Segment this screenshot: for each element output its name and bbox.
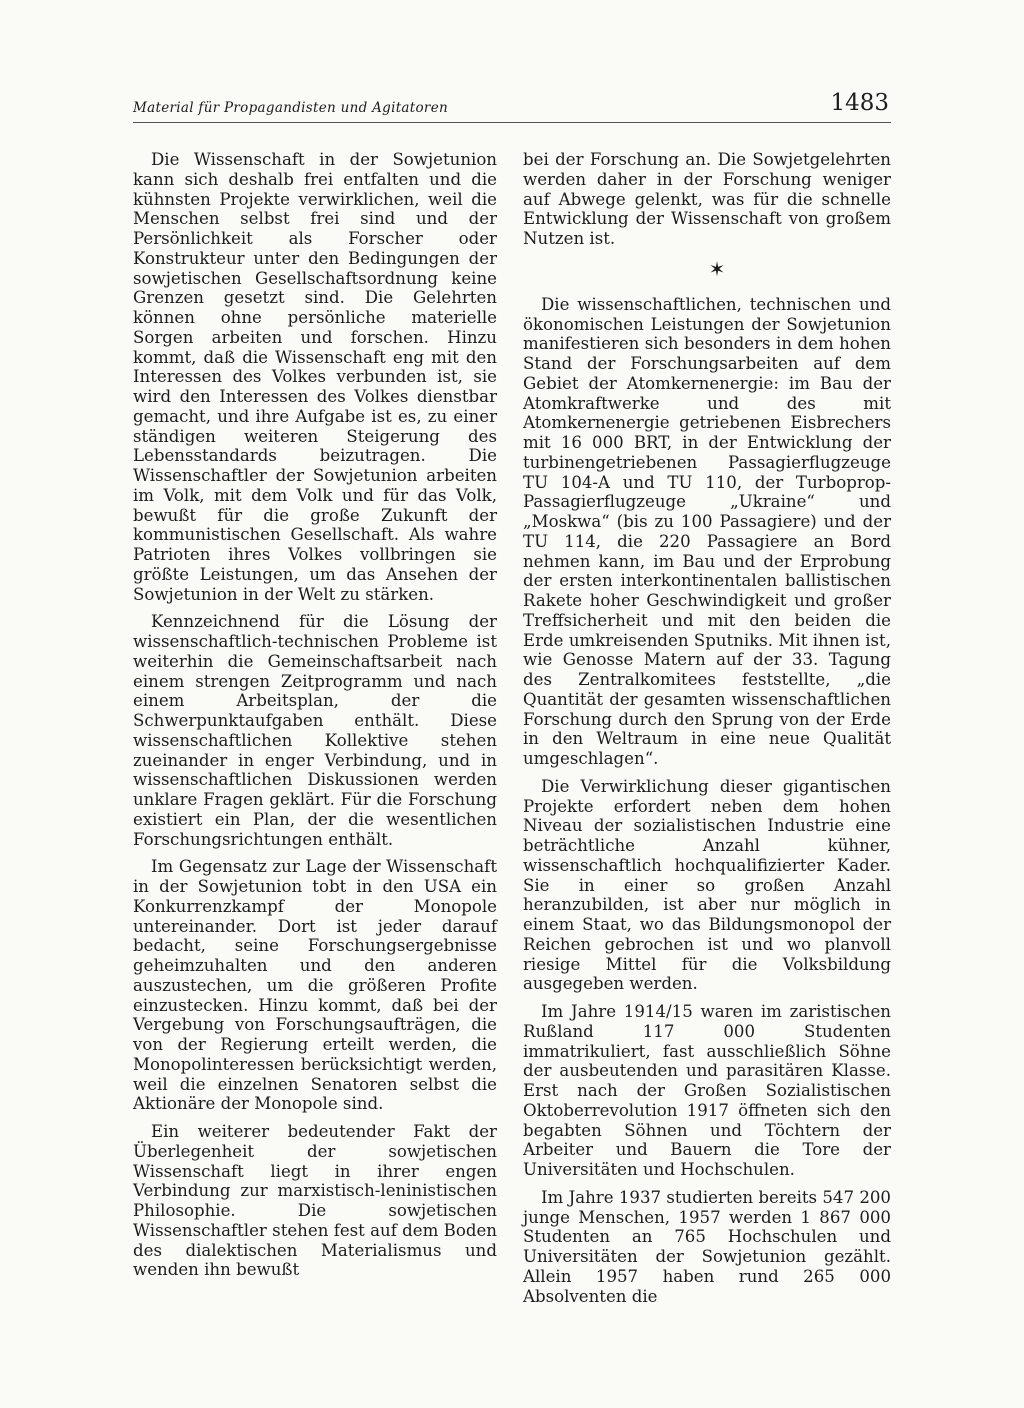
right-column — [523, 150, 891, 1306]
paragraph: Ein weiterer bedeutender Fakt der Überlegenheit der sowjetischen Wissenschaft liegt in ihrer engen Verbindung zur marxistisch-leninistischen Philosophie. Die sowjetischen Wissenschaftler stehen fest auf dem Boden des dialektischen Materialismus und wenden ihn bewußt — [133, 1122, 497, 1280]
header-title: Material für Propagandisten und Agitatoren — [133, 100, 448, 116]
page-number: 1483 — [830, 90, 889, 116]
star-separator-icon: ✶ — [708, 256, 726, 281]
paragraph: Die Wissenschaft in der Sowjetunion kann sich deshalb frei entfalten und die kühnsten Projekte verwirklichen, weil die Menschen selbst frei sind und der Persönlichkeit als Forscher oder Konstrukteur unter den Bedingungen der sowjetischen Gesellschaftsordnung keine Grenzen gesetzt sind. Die Gelehrten können ohne persönliche materielle Sorgen arbeiten und forschen. Hinzu kommt, daß die Wissenschaft eng mit den Interessen des Volkes verbunden ist, sie wird den Interessen des Volkes dienstbar gemacht, und ihre Aufgabe ist es, zu einer ständigen weiteren Steigerung des Lebensstandards beizutragen. Die Wissenschaftler der Sowjetunion arbeiten im Volk, mit dem Volk und für das Volk, bewußt für die große Zukunft der kommunistischen Gesellschaft. Als wahre Patrioten ihres Volkes vollbringen sie größte Leistungen, um das Ansehen der Sowjetunion in der Welt zu stärken. — [133, 150, 497, 604]
paragraph: Kennzeichnend für die Lösung der wissenschaftlich-technischen Probleme ist weiterhin die Gemeinschaftsarbeit nach einem strengen Zeitprogramm und nach einem Arbeitsplan, der die Schwerpunktaufgaben enthält. Diese wissenschaftlichen Kollektive stehen zueinander in enger Verbindung, und in wissenschaftlichen Diskussionen werden unklare Fragen geklärt. Für die Forschung existiert ein Plan, der die wesentlichen Forschungsrichtungen enthält. — [133, 612, 497, 849]
paragraph-continuation: bei der Forschung an. Die Sowjetgelehrten werden daher in der Forschung weniger auf Abwege gelenkt, was für die schnelle Entwicklung der Wissenschaft von großem Nutzen ist. — [523, 150, 891, 248]
running-header — [133, 90, 891, 123]
paragraph: Die Verwirklichung dieser gigantischen Projekte erfordert neben dem hohen Niveau der sozialistischen Industrie eine beträchtliche Anzahl kühner, wissenschaftlich hochqualifizierter Kader. Sie in einer so großen Anzahl heranzubilden, ist aber nur möglich in einem Staat, wo das Bildungsmonopol der Reichen gebrochen ist und wo planvoll riesige Mittel für die Volksbildung ausgegeben werden. — [523, 776, 891, 994]
paragraph: Im Jahre 1937 studierten bereits 547 200 junge Menschen, 1957 werden 1 867 000 Studenten an 765 Hochschulen und Universitäten der Sowjetunion gezählt. Allein 1957 haben rund 265 000 Absolventen die — [523, 1187, 891, 1306]
paragraph: Im Jahre 1914/15 waren im zaristischen Rußland 117 000 Studenten immatrikuliert, fast ausschließlich Söhne der ausbeutenden und parasitären Klasse. Erst nach der Großen Sozialistischen Oktoberrevolution 1917 öffneten sich den begabten Söhnen und Töchtern der Arbeiter und Bauern die Tore der Universitäten und Hochschulen. — [523, 1002, 891, 1179]
paragraph: Die wissenschaftlichen, technischen und ökonomischen Leistungen der Sowjetunion manifestieren sich besonders in dem hohen Stand der Forschungsarbeiten auf dem Gebiet der Atomkernenergie: im Bau der Atomkraftwerke und des mit Atomkernenergie getriebenen Eisbrechers mit 16 000 BRT, in der Entwicklung der turbinengetriebenen Passagierflugzeuge TU 104-A und TU 110, der Turboprop-Passagierflugzeuge „Ukraine“ und „Moskwa“ (bis zu 100 Passagiere) und der TU 114, die 220 Passagiere an Bord nehmen kann, im Bau und der Erprobung der ersten interkontinentalen ballistischen Rakete hoher Geschwindigkeit und großer Treffsicherheit und mit den beiden die Erde umkreisenden Sputniks. Mit ihnen ist, wie Genosse Matern auf der 33. Tagung des Zentralkomitees feststellte, „die Quantität der gesamten wissenschaftlichen Forschung durch den Sprung von der Erde in den Weltraum in eine neue Qualität umgeschlagen“. — [523, 294, 891, 768]
left-column — [133, 150, 497, 1280]
paragraph: Im Gegensatz zur Lage der Wissenschaft in der Sowjetunion tobt in den USA ein Konkurrenzkampf der Monopole untereinander. Dort ist jeder darauf bedacht, seine Forschungsergebnisse geheimzuhalten und den anderen auszustechen, um die größeren Profite einzustecken. Hinzu kommt, daß bei der Vergebung von Forschungsaufträgen, die von der Regierung erteilt werden, die Monopolinteressen berücksichtigt werden, weil die einzelnen Senatoren selbst die Aktionäre der Monopole sind. — [133, 857, 497, 1114]
